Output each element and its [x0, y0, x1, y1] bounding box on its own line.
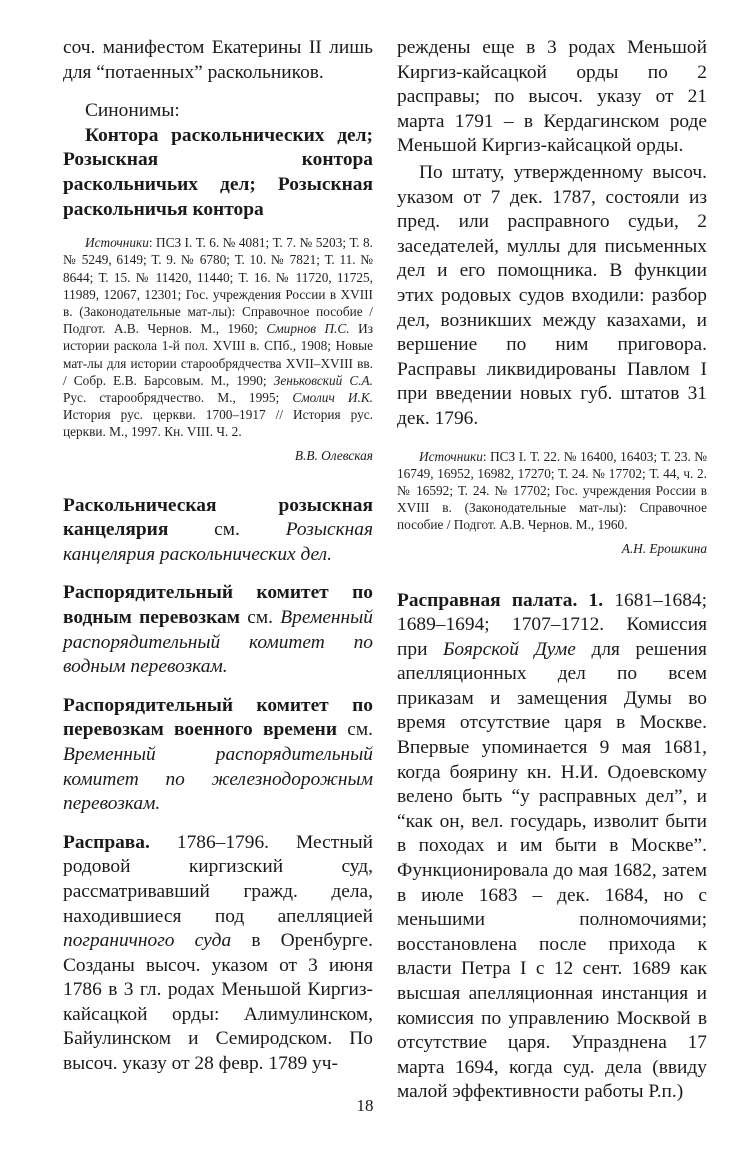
see-text: см. [168, 519, 286, 541]
source-author: Смирнов П.С. [266, 321, 350, 337]
source-author: Зеньковский С.А. [273, 372, 373, 388]
sources-text: : ПСЗ I. Т. 22. № 16400, 16403; Т. 23. № 16749, 16952, 16982, 17270; Т. 24. № 17702; Т. 44, ч. 2. № 16592; Т. 24. № 17702; Гос. учреждения России в XVIII в. (Законодательные мат-лы): Справочное пособие / Подгот. А.В. Чернов. М., 1960. [397, 448, 707, 533]
synonyms-label: Синонимы: [85, 100, 180, 122]
entry-text: 1681–1684; 1689–1694; 1707–1712. Комиссия при [397, 589, 707, 660]
entry-text: для решения апелляционных дел по всем приказам и замещения Думы во время отсутствие царя в Москве. Впервые упоминается 9 мая 1681, когда боярину кн. Н.И. Одоевскому велено быть “у расправных дел”, и “как он, вел. государь, изволит быти в походах и им быти в Москве”. Функционировала до мая 1682, затем в июле 1683 – дек. 1684, но с меньшими полномочиями; восстановлена после прихода к власти Петра I с 12 сент. 1689 как высшая апелляционная инстанция и комиссия по управлению Москвой в отсутствие царя. Упразднена 17 марта 1694, когда суд. дела (ввиду малой эффективности работы Р.п.) [397, 638, 707, 1103]
sources-block [397, 448, 707, 534]
sources-label: Источники [85, 235, 149, 251]
sources-text: История рус. церкви. 1700–1917 // История рус. церкви. М., 1997. Кн. VIII. Ч. 2. [63, 407, 373, 440]
entry-heading: Расправная палата. 1. [397, 589, 604, 611]
entry-cross-reference [63, 581, 373, 679]
entry-article [397, 589, 707, 1105]
cross-reference-link[interactable]: пограничного суда [63, 930, 232, 952]
source-author: Смолич И.К. [292, 389, 373, 405]
entry-cross-reference [63, 694, 373, 817]
entry-heading: Распорядительный комитет по водным перевозкам [63, 582, 373, 628]
sources-text: Рус. старообрядчество. М., 1995; [63, 389, 293, 405]
see-text: см. [337, 719, 373, 741]
cross-reference-link[interactable]: Временный распорядительный комитет по железнодорожным перевозкам. [63, 743, 373, 815]
cross-reference-link[interactable]: Временный распорядительный комитет по водным перевозкам. [63, 606, 373, 678]
right-column [397, 36, 707, 1105]
sources-block [63, 234, 373, 440]
entry-cross-reference [63, 494, 373, 568]
entry-article [63, 831, 373, 1077]
sources-text: Из истории раскола 1-й пол. XVIII в. СПб., 1908; Новые мат-лы для истории старообрядчества XVII–XVIII вв. / Собр. Е.В. Барсовым. М., 1990; [63, 321, 373, 388]
entry-heading: Расправа. [63, 831, 150, 853]
continued-paragraph: соч. манифестом Екатерины II лишь для “потаенных” раскольников. [63, 37, 373, 83]
article-author: В.В. Олевская [294, 447, 373, 463]
entry-heading: Раскольническая розыскная канцелярия [63, 494, 373, 541]
entry-heading: Распорядительный комитет по перевозкам военного времени [63, 694, 373, 741]
continued-paragraph: реждены еще в 3 родах Меньшой Киргиз-кайсацкой орды по 2 расправы; по высоч. указу от 21 марта 1791 – в Кердагинском роде Меньшой Киргиз-кайсацкой орды. [397, 37, 707, 157]
see-text: см. [239, 606, 281, 628]
cross-reference-link[interactable]: Боярской Думе [443, 638, 576, 660]
article-paragraph: По штату, утвержденному высоч. указом от 7 дек. 1787, состояли из пред. или расправного судьи, 2 заседателей, муллы для письменных дел и его помощника. В функции этих родовых судов входили: разбор дел, возникших между казахами, и вершение по ним приговора. Расправы ликвидированы Павлом I при введении новых губ. штатов 31 дек. 1796. [397, 161, 707, 429]
sources-label: Источники [419, 448, 483, 464]
cross-reference-link[interactable]: Розыскная канцелярия раскольнических дел. [63, 519, 373, 565]
article-author: А.Н. Ерошкина [621, 540, 707, 556]
page-number: 18 [356, 1096, 374, 1115]
sources-text: : ПСЗ I. Т. 6. № 4081; Т. 7. № 5203; Т. 8. № 5249, 6149; Т. 9. № 6780; Т. 10. № 7821; Т. 11. № 8644; Т. 15. № 11420, 11440; Т. 16. № 11720, 11725, 11989, 12067, 12301; Гос. учреждения России в XVIII в. (Законодательные мат-лы): Справочное пособие / Подгот. А.В. Чернов. М., 1960; [63, 235, 373, 337]
left-column [63, 36, 373, 1077]
synonyms-list: Контора раскольнических дел; Розыскная контора раскольничьих дел; Розыскная раскольничья контора [63, 124, 373, 220]
entry-text: в Оренбурге. Созданы высоч. указом от 3 июня 1786 в 3 гл. родах Меньшой Киргиз-кайсацкой орды: Алимулинском, Байулинском и Семиродском. По высоч. указу от 28 февр. 1789 уч- [63, 930, 373, 1075]
entry-text: 1786–1796. Местный родовой киргизский суд, рассматривавший гражд. дела, находившиеся под апелляцией [63, 831, 373, 927]
